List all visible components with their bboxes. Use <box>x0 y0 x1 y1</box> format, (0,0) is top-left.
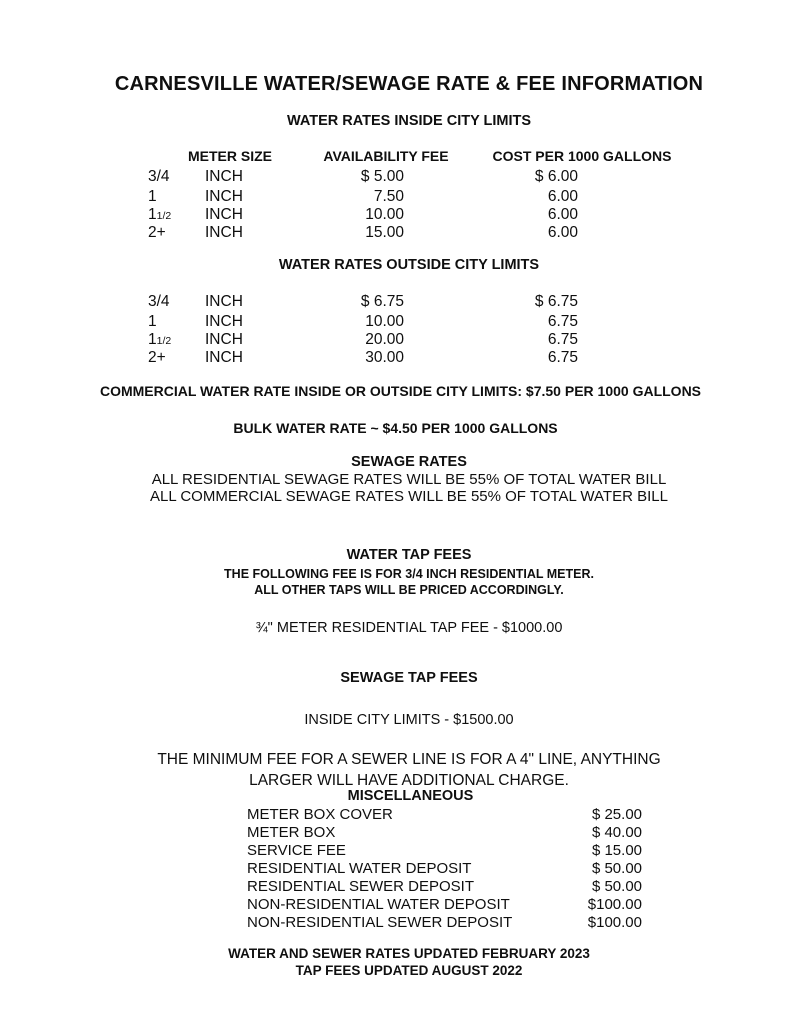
cost-value: 6.00 <box>547 224 578 241</box>
bulk-water-rate-line: BULK WATER RATE ~ $4.50 PER 1000 GALLONS <box>233 420 558 436</box>
water-tap-fee-line: ¾" METER RESIDENTIAL TAP FEE - $1000.00 <box>255 620 563 636</box>
water-tap-note-line2: ALL OTHER TAPS WILL BE PRICED ACCORDINGLY. <box>254 583 564 597</box>
misc-fee-label: METER BOX COVER <box>247 806 393 823</box>
availability-fee-value: 30.00 <box>365 349 404 366</box>
availability-fee-value: 20.00 <box>365 331 404 348</box>
cost-value: 6.00 <box>547 188 578 205</box>
availability-fee-value: 10.00 <box>365 313 404 330</box>
table-row <box>0 293 791 312</box>
list-item <box>0 824 791 843</box>
meter-size-unit: INCH <box>205 168 243 185</box>
section-heading-sewage-tap-fees: SEWAGE TAP FEES <box>340 670 478 686</box>
meter-size-value: 11/2 <box>148 331 172 348</box>
commercial-water-rate-line: COMMERCIAL WATER RATE INSIDE OR OUTSIDE CITY LIMITS: $7.50 PER 1000 GALLONS <box>99 383 702 399</box>
sewage-commercial-line: ALL COMMERCIAL SEWAGE RATES WILL BE 55% OF TOTAL WATER BILL <box>150 488 668 505</box>
table-row <box>0 331 791 350</box>
sewage-residential-line: ALL RESIDENTIAL SEWAGE RATES WILL BE 55% OF TOTAL WATER BILL <box>151 471 667 488</box>
section-heading-outside-rates: WATER RATES OUTSIDE CITY LIMITS <box>278 257 540 273</box>
table-row <box>0 349 791 368</box>
misc-fee-label: RESIDENTIAL WATER DEPOSIT <box>247 860 472 877</box>
table-row <box>0 168 791 187</box>
list-item <box>0 806 791 825</box>
meter-size-unit: INCH <box>205 349 243 366</box>
list-item <box>0 914 791 933</box>
meter-size-value: 1 <box>148 313 157 330</box>
misc-fee-label: NON-RESIDENTIAL WATER DEPOSIT <box>247 896 510 913</box>
section-heading-miscellaneous: MISCELLANEOUS <box>347 788 474 804</box>
misc-fee-amount: $ 40.00 <box>591 824 642 841</box>
sewage-tap-minimum-line2: LARGER WILL HAVE ADDITIONAL CHARGE. <box>249 772 569 789</box>
meter-size-value: 11/2 <box>148 206 172 223</box>
meter-size-value: 3/4 <box>148 293 170 310</box>
cost-value: $ 6.75 <box>534 293 578 310</box>
availability-fee-value: $ 6.75 <box>360 293 404 310</box>
cost-value: 6.75 <box>547 331 578 348</box>
meter-size-unit: INCH <box>205 224 243 241</box>
section-heading-inside-rates: WATER RATES INSIDE CITY LIMITS <box>286 113 532 129</box>
misc-fee-label: NON-RESIDENTIAL SEWER DEPOSIT <box>247 914 513 931</box>
meter-size-unit: INCH <box>205 188 243 205</box>
misc-fee-amount: $ 15.00 <box>591 842 642 859</box>
misc-fee-amount: $100.00 <box>587 914 642 931</box>
column-header-availability-fee: AVAILABILITY FEE <box>323 148 449 164</box>
sewage-tap-minimum-line1: THE MINIMUM FEE FOR A SEWER LINE IS FOR A 4" LINE, ANYTHING <box>157 751 661 768</box>
availability-fee-value: $ 5.00 <box>360 168 404 185</box>
table-row <box>0 224 791 243</box>
meter-size-unit: INCH <box>205 293 243 310</box>
misc-fee-label: SERVICE FEE <box>247 842 346 859</box>
misc-fee-amount: $ 25.00 <box>591 806 642 823</box>
misc-fee-amount: $ 50.00 <box>591 878 642 895</box>
list-item <box>0 842 791 861</box>
table-row <box>0 313 791 332</box>
availability-fee-value: 7.50 <box>373 188 404 205</box>
table-row <box>0 188 791 207</box>
column-header-cost-per-1000: COST PER 1000 GALLONS <box>492 148 672 164</box>
sewage-tap-inside-line: INSIDE CITY LIMITS - $1500.00 <box>304 712 514 728</box>
meter-size-value: 2+ <box>148 224 166 241</box>
meter-size-value: 3/4 <box>148 168 170 185</box>
meter-size-unit: INCH <box>205 331 243 348</box>
misc-fee-label: METER BOX <box>247 824 336 841</box>
cost-value: $ 6.00 <box>534 168 578 185</box>
availability-fee-value: 15.00 <box>365 224 404 241</box>
rate-table-header <box>0 148 791 167</box>
section-heading-water-tap-fees: WATER TAP FEES <box>346 547 472 563</box>
meter-size-unit: INCH <box>205 313 243 330</box>
list-item <box>0 878 791 897</box>
misc-fee-amount: $100.00 <box>587 896 642 913</box>
list-item <box>0 896 791 915</box>
column-header-meter-size: METER SIZE <box>187 148 272 164</box>
water-tap-note-line1: THE FOLLOWING FEE IS FOR 3/4 INCH RESIDENTIAL METER. <box>224 567 594 581</box>
table-row <box>0 206 791 225</box>
page-title: CARNESVILLE WATER/SEWAGE RATE & FEE INFORMATION <box>114 73 704 95</box>
list-item <box>0 860 791 879</box>
availability-fee-value: 10.00 <box>365 206 404 223</box>
section-heading-sewage-rates: SEWAGE RATES <box>351 454 467 470</box>
footer-rates-updated-line: WATER AND SEWER RATES UPDATED FEBRUARY 2023 <box>228 946 590 961</box>
meter-size-unit: INCH <box>205 206 243 223</box>
meter-size-value: 2+ <box>148 349 166 366</box>
misc-fee-label: RESIDENTIAL SEWER DEPOSIT <box>247 878 474 895</box>
meter-size-value: 1 <box>148 188 157 205</box>
misc-fee-amount: $ 50.00 <box>591 860 642 877</box>
cost-value: 6.00 <box>547 206 578 223</box>
cost-value: 6.75 <box>547 349 578 366</box>
footer-tap-fees-updated-line: TAP FEES UPDATED AUGUST 2022 <box>295 963 523 978</box>
cost-value: 6.75 <box>547 313 578 330</box>
